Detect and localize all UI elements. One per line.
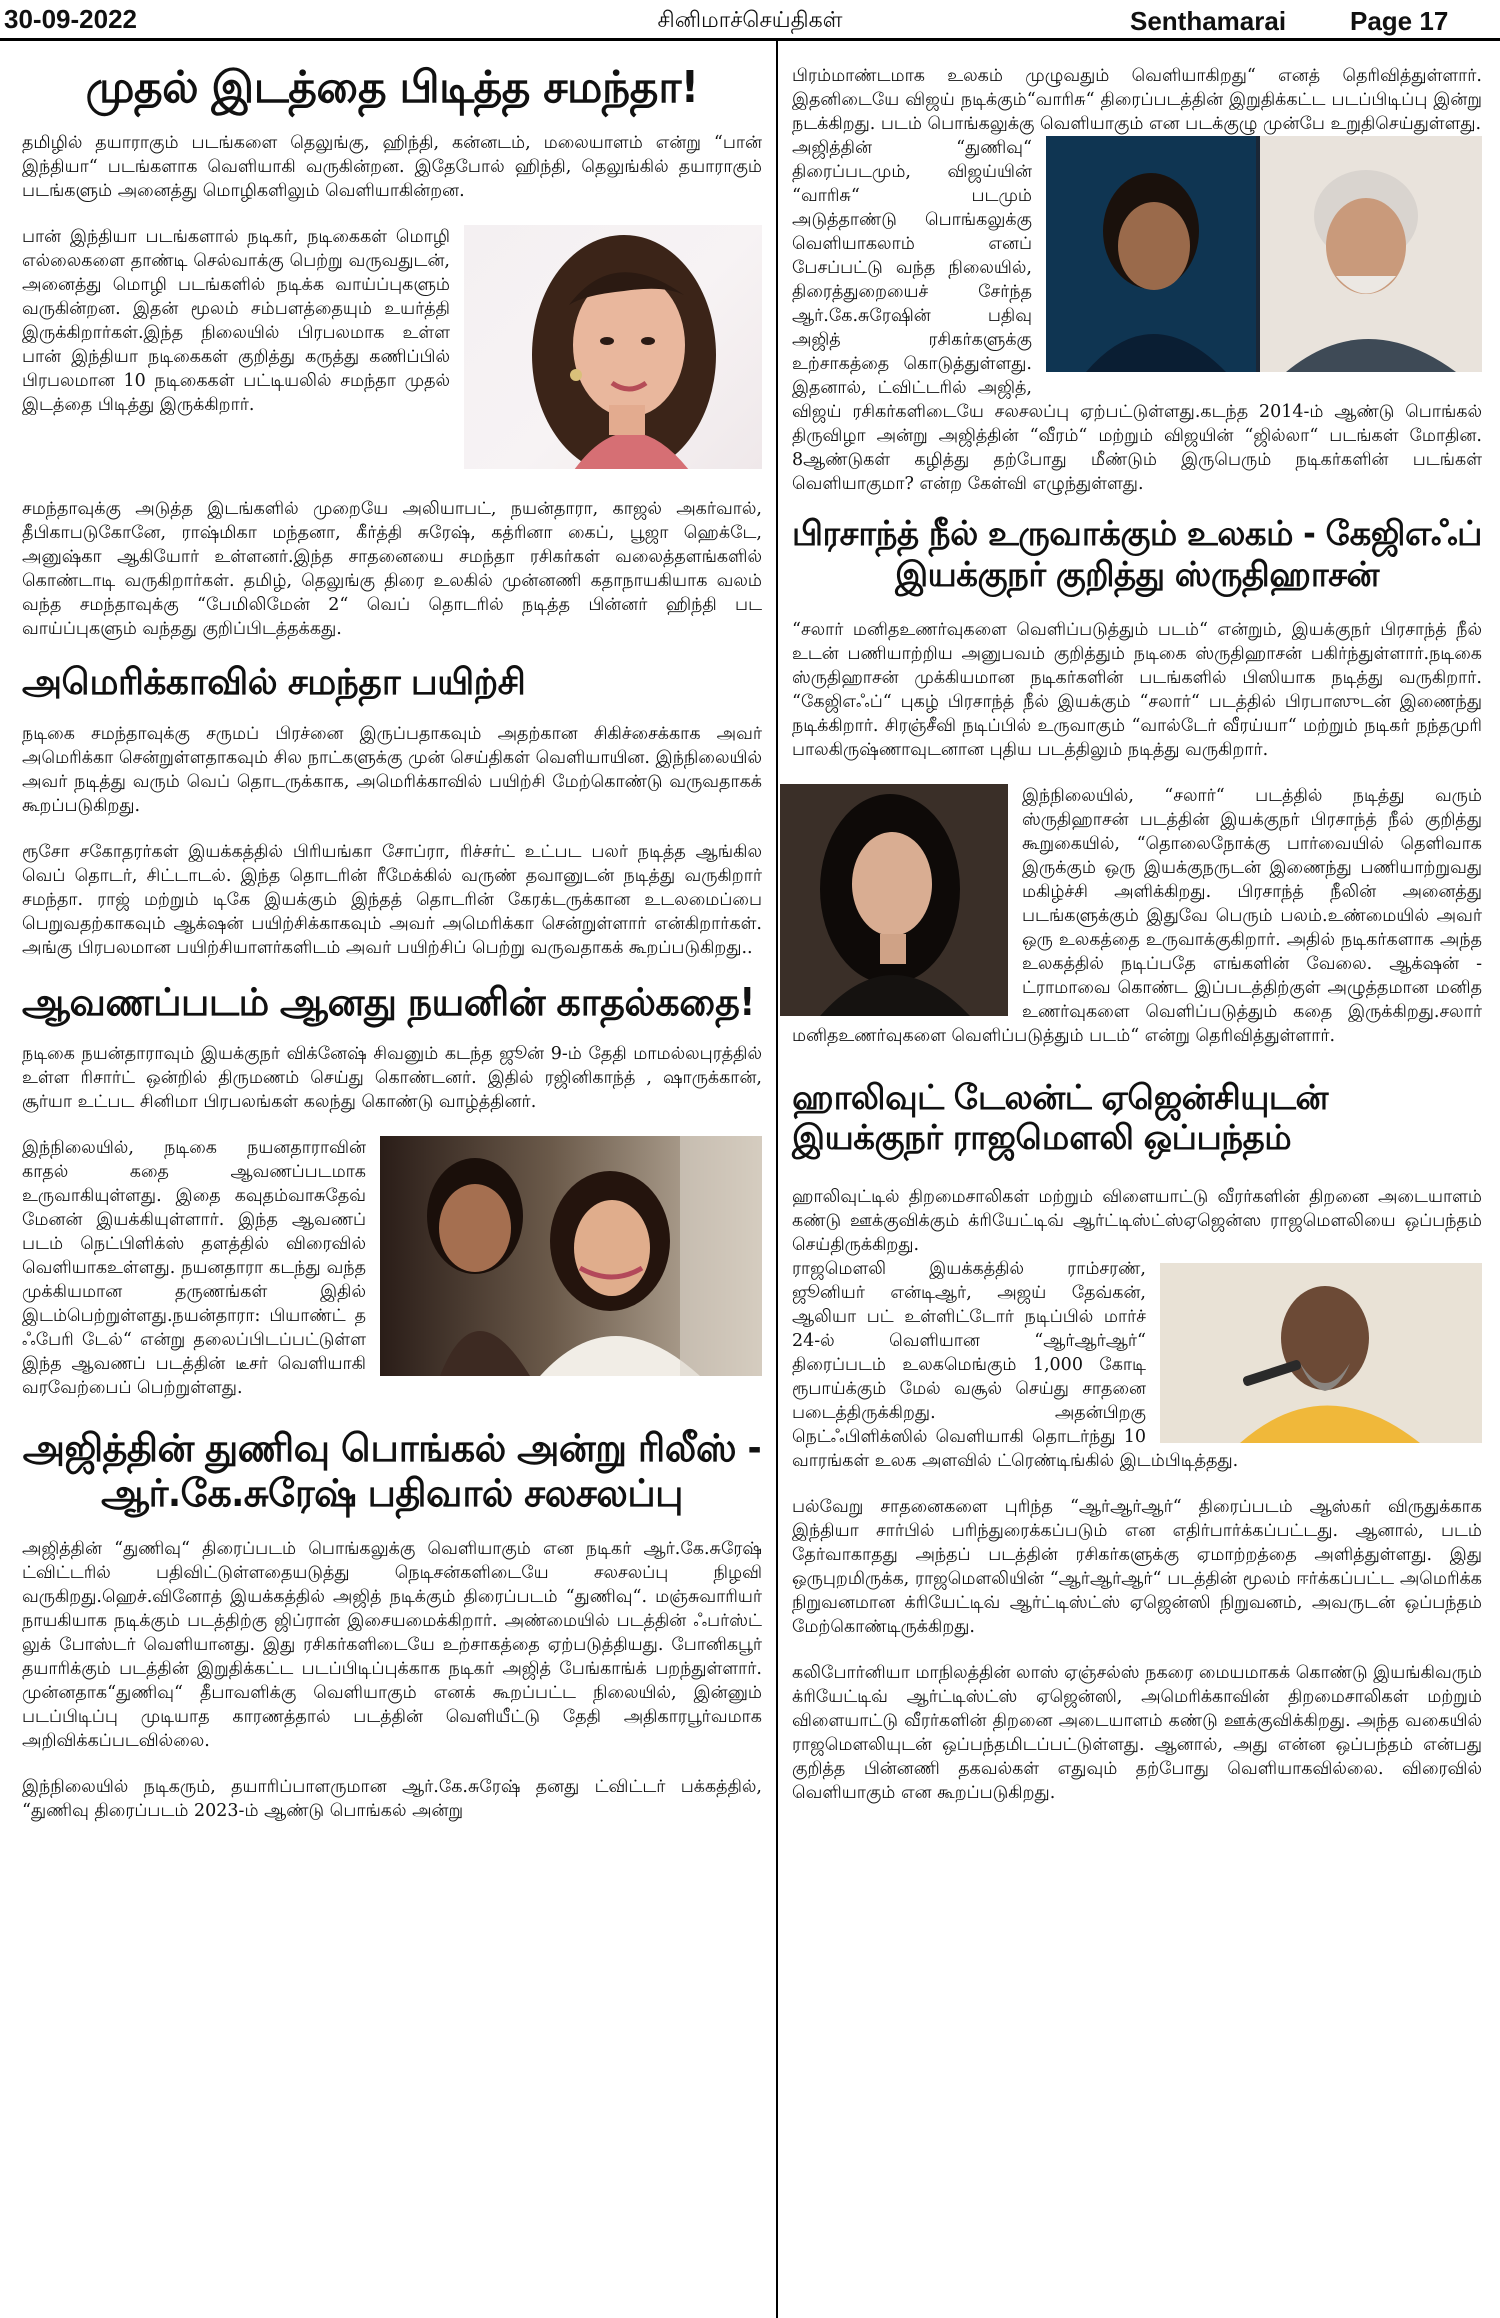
- header-rule: [0, 38, 1500, 41]
- article-rajamouli: [792, 1048, 1482, 1806]
- nayan-couple-photo: [380, 1136, 762, 1376]
- article-america: [22, 641, 762, 960]
- article-nayan: [22, 960, 762, 1400]
- newspaper-name: Senthamarai: [1130, 6, 1287, 36]
- article-ajith-continued: [792, 42, 1482, 496]
- vijay-ajith-portrait-icon: [1046, 136, 1482, 372]
- headline-america: அமெரிக்காவில் சமந்தா பயிற்சி: [22, 661, 526, 703]
- page-number: Page 17: [1350, 6, 1449, 36]
- left-column: [22, 42, 762, 1823]
- article-ajith: [22, 1400, 762, 1823]
- vijay-ajith-photo: [1046, 136, 1482, 372]
- america-paragraph-2: ரூசோ சகோதரர்கள் இயக்கத்தில் பிரியங்கா சோப்ரா, ரிச்சர்ட் உட்பட பலர் நடித்த ஆங்கில வெப் தொடர், சிட்டாடல். இந்த தொடரின் ரீமேக்கில் வருண் தவானுடன் நடித்து வருகிறார் சமந்தா. ராஜ் மற்றும் டிகே இயக்கும் இந்தத் தொடரின் கேரக்டருக்கான உடலமைப்பை பெறுவதற்காகவும் ஆக்‌ஷன் பயிற்சிக்காகவும் அவர் அமெரிக்கா சென்றுள்ளார் என்கிறார்கள். அங்கு பிரபலமான பயிற்சியாளர்களிடம் அவர் பயிற்சிப் பெற்று வருவதாகக் கூறப்படுகிறது..: [22, 841, 762, 958]
- rajamouli-portrait-icon: [1160, 1263, 1482, 1443]
- samantha-photo: [464, 225, 762, 469]
- shruti-paragraph-1: “சலார் மனிதஉணர்வுகளை வெளிப்படுத்தும் படம்“ என்றும், இயக்குநர் பிரசாந்த் நீல் உடன் பணியாற்றிய அனுபவம் குறித்தும் நடிகை ஸ்ருதிஹாசன் பகிர்ந்துள்ளார்.நடிகை ஸ்ருதிஹாசன் முக்கியமான நடிகர்களின் படங்களில் பிஸியாக நடித்து வருகிறார். “கேஜிஎஃப்“ புகழ் பிரசாந்த் நீல் இயக்கும் “சலார்“ படத்தில் பிரபாஸுடன் இணைந்து நடிக்கிறார். சிரஞ்சீவி நடிப்பில் உருவாகும் “வால்டேர் வீரய்யா“ மற்றும் நடிகர் நந்தமுரி பாலகிருஷ்ணாவுடனான புதிய படத்திலும் நடித்து வருகிறார்.: [792, 619, 1482, 760]
- shruti-portrait-icon: [780, 784, 1008, 1016]
- ajith-paragraph-2: இந்நிலையில் நடிகரும், தயாரிப்பாளருமான ஆர்.கே.சுரேஷ் தனது ட்விட்டர் பக்கத்தில், “துணிவு திரைப்படம் 2023-ம் ஆண்டு பொங்கல் அன்று: [22, 1776, 762, 1821]
- headline-ajith: அஜித்தின் துணிவு பொங்கல் அன்று ரிலீஸ் - ஆர்.கே.சுரேஷ் பதிவால் சலசலப்பு: [22, 1425, 762, 1516]
- samantha-paragraph-2: பான் இந்தியா படங்களால் நடிகர், நடிகைகள் மொழி எல்லைகளை தாண்டி செல்வாக்கு பெற்று வருவதுடன், அனைத்து மொழி படங்களில் நடிக்க வாய்ப்புகளும் வருகின்றன. இதன் மூலம் சம்பளத்தையும் உயர்த்தி இருக்கிறார்கள்.இந்த நிலையில் பிரபலமாக உள்ள பான் இந்தியா நடிகைகள் குறித்து கருத்து கணிப்பில் பிரபலமான 10 நடிகைகள் பட்டியலில் சமந்தா முதல் இடத்தை பிடித்து இருக்கிறார்.: [22, 226, 450, 415]
- nayan-paragraph-1: நடிகை நயன்தாராவும் இயக்குநர் விக்னேஷ் சிவனும் கடந்த ஜூன் 9-ம் தேதி மாமல்லபுரத்தில் உள்ள ரிசார்ட் ஒன்றில் திருமணம் செய்து கொண்டனர். இதில் ரஜினிகாந்த் , ஷாருக்கான், சூர்யா உட்பட சினிமா பிரபலங்கள் கலந்து கொண்டு வாழ்த்தினர்.: [22, 1043, 762, 1112]
- article-samantha: [22, 42, 762, 641]
- samantha-paragraph-1: தமிழில் தயாராகும் படங்களை தெலுங்கு, ஹிந்தி, கன்னடம், மலையாளம் என்று “பான் இந்தியா“ படங்களாக வெளியாகி வருகின்றன. இதேபோல் ஹிந்தி, தெலுங்கில் தயாராகும் படங்களும் அனைத்து மொழிகளிலும் வெளியாகின்றன.: [22, 132, 762, 201]
- issue-date: 30-09-2022: [4, 4, 137, 34]
- headline-nayan: ஆவணப்படம் ஆனது நயனின் காதல்கதை!: [22, 979, 755, 1024]
- rajamouli-paragraph-1: ஹாலிவுட்டில் திறமைசாலிகள் மற்றும் விளையாட்டு வீரர்களின் திறனை அடையாளம் கண்டு ஊக்குவிக்கும் க்ரியேட்டிவ் ஆர்ட்டிஸ்ட்ஸ்ஏஜென்ஸ ராஜமௌலியை ஒப்பந்தம் செய்திருக்கிறது.: [792, 1187, 1482, 1256]
- headline-samantha: முதல் இடத்தை பிடித்த சமந்தா!: [85, 62, 699, 113]
- section-title: சினிமாச்செய்திகள்: [657, 8, 843, 33]
- samantha-portrait-icon: [464, 225, 762, 469]
- column-divider: [776, 40, 778, 2318]
- ajith-paragraph-4: அஜித்தின் “துணிவு“ திரைப்படமும், விஜய்யின் “வாரிசு“ படமும் அடுத்தாண்டு பொங்கலுக்கு வெளியாகலாம் எனப் பேசப்பட்டு வந்த நிலையில், திரைத்துறையைச் சேர்ந்த ஆர்.கே.சுரேஷின் பதிவு அஜித் ரசிகர்களுக்கு உற்சாகத்தை கொடுத்துள்ளது. இதனால், ட்விட்டரில் அஜித், விஜய் ரசிகர்களிடையே சலசலப்பு ஏற்பட்டுள்ளது.கடந்த 2014-ம் ஆண்டு பொங்கல் திருவிழா அன்று அஜித்தின் “வீரம்“ மற்றும் விஜயின் “ஜில்லா“ படங்கள் மோதின. 8ஆண்டுகள் கழித்து தற்போது மீண்டும் இருபெரும் நடிகர்களின் படங்கள் வெளியாகுமா? என்ற கேள்வி எழுந்துள்ளது.: [792, 138, 1482, 494]
- right-column: [792, 42, 1482, 1805]
- headline-shruti: பிரசாந்த் நீல் உருவாக்கும் உலகம் - கேஜிஎஃப் இயக்குநர் குறித்து ஸ்ருதிஹாசன்: [792, 514, 1482, 595]
- rajamouli-paragraph-4: கலிபோர்னியா மாநிலத்தின் லாஸ் ஏஞ்சல்ஸ் நகரை மையமாகக் கொண்டு இயங்கிவரும் க்ரியேட்டிவ் ஆர்ட்டிஸ்ட்ஸ் ஏஜென்ஸி, அமெரிக்காவின் திறமைசாலிகள் மற்றும் விளையாட்டு வீரர்களின் திறனை அடையாளம் கண்டு ஊக்குவிக்கிறது. அந்த வகையில் ராஜமௌலியுடன் ஒப்பந்தமிடப்பட்டுள்ளது. ஆனால், அது என்ன ஒப்பந்தம் என்பது குறித்த பின்னணி தகவல்கள் எதுவும் தற்போது வெளியாகவில்லை. விரைவில் வெளியாகும் என கூறப்படுகிறது.: [792, 1663, 1482, 1804]
- samantha-paragraph-3: சமந்தாவுக்கு அடுத்த இடங்களில் முறையே அலியாபட், நயன்தாரா, காஜல் அகர்வால், தீபிகாபடுகோனே, ராஷ்மிகா மந்தனா, கீர்த்தி சுரேஷ், கத்ரினா கைப், பூஜா ஹெக்டே, அனுஷ்கா ஆகியோர் உள்ளனர்.இந்த சாதனையை சமந்தா ரசிகர்கள் வலைத்தளங்களில் கொண்டாடி வருகிறார்கள். தமிழ், தெலுங்கு திரை உலகில் முன்னணி கதாநாயகியாக வலம் வந்த சமந்தாவுக்கு “பேமிலிமேன் 2“ வெப் தொடரில் நடித்த பின்னர் ஹிந்தி பட வாய்ப்புகளும் வந்தது குறிப்பிடத்தக்கது.: [22, 498, 762, 639]
- shruti-photo: [780, 784, 1008, 1016]
- shruti-paragraph-2: இந்நிலையில், “சலார்“ படத்தில் நடித்து வரும் ஸ்ருதிஹாசன் படத்தின் இயக்குநர் பிரசாந்த் நீல் குறித்து கூறுகையில், “தொலைநோக்கு பார்வையில் தெளிவாக இருக்கும் ஒரு இயக்குநருடன் இணைந்து பணியாற்றுவது மகிழ்ச்சி அளிக்கிறது. பிரசாந்த் நீலின் அனைத்து படங்களுக்கும் இதுவே பெரும் பலம்.உண்மையில் அவர் ஒரு உலகத்தை உருவாக்குகிறார். அதில் நடிகர்களாக அந்த உலகத்தில் நடிப்பதே எங்களின் வேலை. ஆக்‌ஷன் - ட்ராமாவை கொண்ட இப்படத்திற்குள் அழுத்தமான மனித உணர்வுகளை வெளிப்படுத்தும் கதை இருக்கிறது.சலார் மனிதஉணர்வுகளை வெளிப்படுத்தும் படம்“ என்று தெரிவித்துள்ளார்.: [792, 785, 1482, 1046]
- ajith-paragraph-3: பிரம்மாண்டமாக உலகம் முழுவதும் வெளியாகிறது“ எனத் தெரிவித்துள்ளார். இதனிடையே விஜய் நடிக்கும்“வாரிசு“ திரைப்படத்தின் இறுதிக்கட்ட படப்பிடிப்பு இன்று நடக்கிறது. படம் பொங்கலுக்கு வெளியாகும் என படக்குழு முன்பே உறுதிசெய்துள்ளது.: [792, 66, 1482, 134]
- ajith-paragraph-1: அஜித்தின் “துணிவு“ திரைப்படம் பொங்கலுக்கு வெளியாகும் என நடிகர் ஆர்.கே.சுரேஷ் ட்விட்டரில் பதிவிட்டுள்ளதையடுத்து நெடிசன்களிடையே சலசலப்பு நிழவி வருகிறது.ஹெச்.வினோத் இயக்கத்தில் அஜித் நடிக்கும் திரைப்படம் “துணிவு“. மஞ்சுவாரியர் நாயகியாக நடிக்கும் படத்திற்கு ஜிப்ரான் இசையமைக்கிறார். அண்மையில் படத்தின் ஃபர்ஸ்ட் லுக் போஸ்டர் வெளியானது. இது ரசிகர்களிடையே உற்சாகத்தை ஏற்படுத்தியது. போனிகபூர் தயாரிக்கும் படத்தின் இறுதிக்கட்ட படப்பிடிப்புக்காக நடிகர் அஜித் பேங்காங்க் பறந்துள்ளார். முன்னதாக“துணிவு“ தீபாவளிக்கு வெளியாகும் எனக் கூறப்பட்ட நிலையில், இன்னும் படப்பிடிப்பு முடியாத காரணத்தால் படத்தின் வெளியீட்டு தேதி அதிகாரபூர்வமாக அறிவிக்கப்படவில்லை.: [22, 1538, 762, 1751]
- rajamouli-paragraph-2: ராஜமௌலி இயக்கத்தில் ராம்சரண், ஜூனியர் என்டிஆர், அஜய் தேவ்கன், ஆலியா பட் உள்ளிட்டோர் நடிப்பில் மார்ச் 24-ல் வெளியான “ஆர்ஆர்ஆர்“ திரைப்படம் உலகமெங்கும் 1,000 கோடி ரூபாய்க்கும் மேல் வசூல் செய்து சாதனை படைத்திருக்கிறது. அதன்பிறகு நெட்ஃபிளிக்ஸில் வெளியாகி தொடர்ந்து 10 வாரங்கள் உலக அளவில் ட்ரெண்டிங்கில் இடம்பிடித்தது.: [792, 1259, 1239, 1472]
- rajamouli-photo: [1160, 1263, 1482, 1443]
- article-shruti: [792, 496, 1482, 1048]
- america-paragraph-1: நடிகை சமந்தாவுக்கு சருமப் பிரச்னை இருப்பதாகவும் அதற்கான சிகிச்சைக்காக அவர் அமெரிக்கா சென்றுள்ளதாகவும் சில நாட்களுக்கு முன் செய்திகள் வெளியாயின. இந்நிலையில் அவர் நடித்து வரும் வெப் தொடருக்காக, அமெரிக்காவில் பயிற்சி மேற்கொண்டு வருவதாகக் கூறப்படுகிறது.: [22, 723, 762, 816]
- couple-portrait-icon: [380, 1136, 762, 1376]
- rajamouli-paragraph-3: பல்வேறு சாதனைகளை புரிந்த “ஆர்ஆர்ஆர்“ திரைப்படம் ஆஸ்கர் விருதுக்காக இந்தியா சார்பில் பரிந்துரைக்கப்படும் என எதிர்பார்க்கப்பட்டது. ஆனால், படம் தேர்வாகாதது அந்தப் படத்தின் ரசிகர்களுக்கு ஏமாற்றத்தை அளித்துள்ளது. இது ஒருபுறமிருக்க, ராஜமௌலியின் “ஆர்ஆர்ஆர்“ படத்தின் மூலம் ஈர்க்கப்பட்ட அமெரிக்க நிறுவனமான க்ரியேட்டிவ் ஆர்ட்டிஸ்ட்ஸ் ஏஜென்ஸி நிறுவனம், அவருடன் ஒப்பந்தம் மேற்கொண்டிருக்கிறது.: [792, 1497, 1482, 1638]
- page-header: [0, 0, 1500, 40]
- nayan-paragraph-2: இந்நிலையில், நடிகை நயனதாராவின் காதல் கதை ஆவணப்படமாக உருவாகியுள்ளது. இதை கவுதம்வாசுதேவ் மேனன் இயக்கியுள்ளார். இந்த ஆவணப் படம் நெட்பிளிக்ஸ் தளத்தில் விரைவில் வெளியாகஉள்ளது. நயனதாரா கடந்து வந்த முக்கியமான தருணங்கள் இதில் இடம்பெற்றுள்ளது.நயன்தாரா: பியாண்ட் த ஃபேரி டேல்“ என்று தலைப்பிடப்பட்டுள்ள இந்த ஆவணப் படத்தின் டீசர் வெளியாகி வரவேற்பைப் பெற்றுள்ளது.: [22, 1137, 366, 1398]
- headline-rajamouli: ஹாலிவுட் டேலன்ட் ஏஜென்சியுடன் இயக்குநர் ராஜமௌலி ஒப்பந்தம்: [792, 1077, 1328, 1159]
